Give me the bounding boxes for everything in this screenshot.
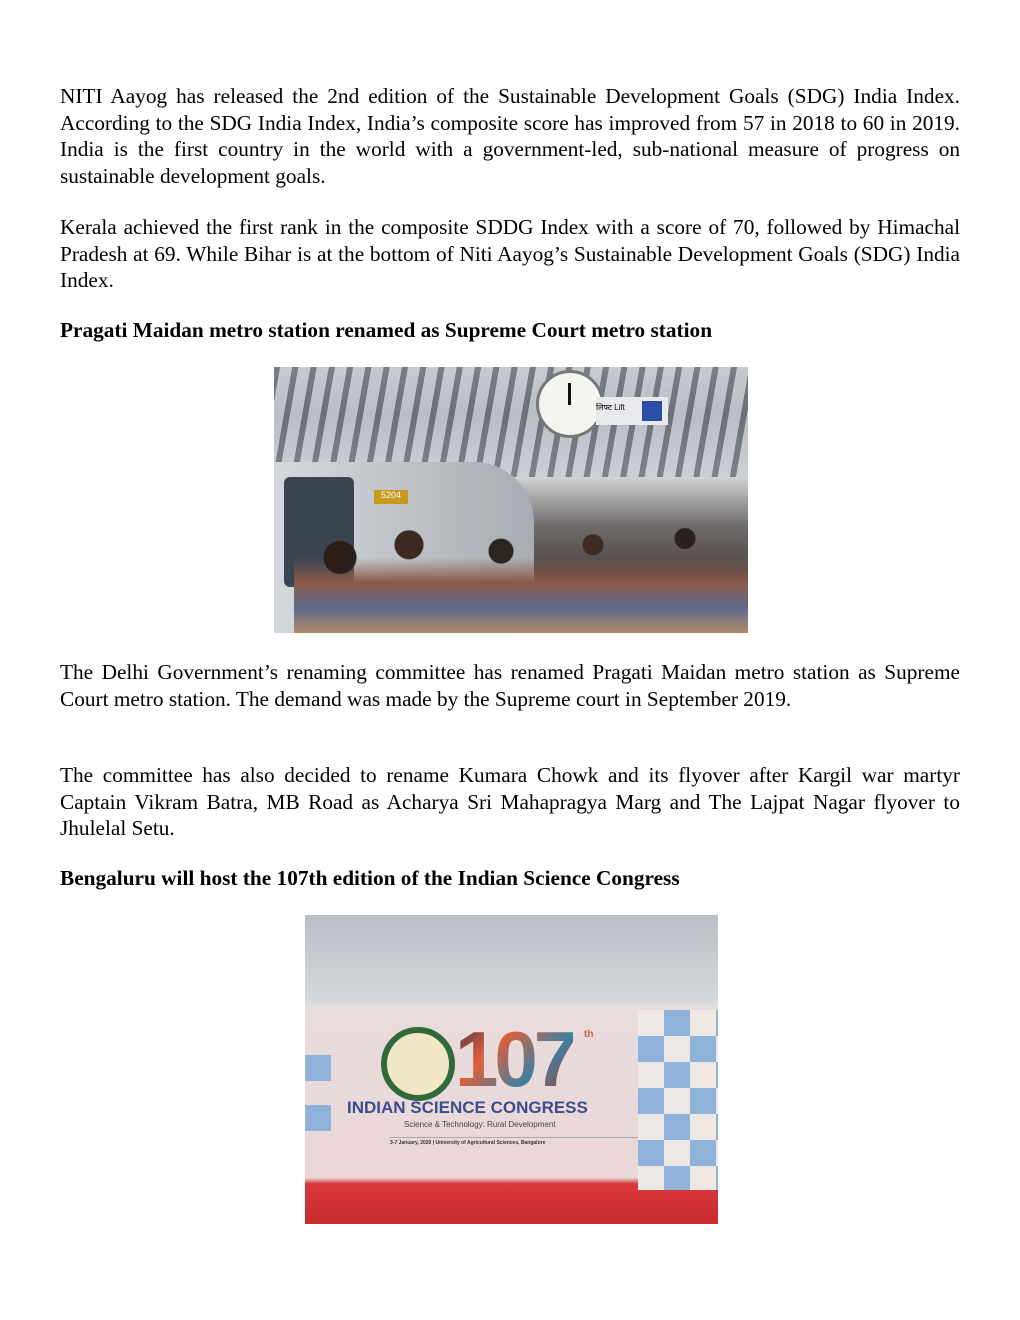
heading-metro-renamed: Pragati Maidan metro station renamed as Supreme Court metro station (60, 318, 713, 342)
heading-science-congress: Bengaluru will host the 107th edition of the Indian Science Congress (60, 866, 680, 890)
banner-title: INDIAN SCIENCE CONGRESS (347, 1098, 588, 1117)
lift-sign (596, 397, 668, 425)
train-number-text: 5204 (380, 490, 402, 500)
science-congress-photo (305, 915, 718, 1224)
lift-sign-text: लिफ्ट Lift (596, 403, 625, 412)
crowd (294, 507, 748, 633)
station-roof (274, 367, 748, 477)
paragraph-kerala-rank: Kerala achieved the first rank in the composite SDDG Index with a score of 70, followed by Himachal Pradesh at 69. While Bihar is at the bottom of Niti Aayog’s Sustainable Development Goals (SDG) India Index. (60, 215, 960, 293)
arrow-icon (642, 401, 662, 421)
paragraph-sdg-index: NITI Aayog has released the 2nd edition of the Sustainable Development Goals (SDG) India Index. According to the SDG India Index, India’s composite score has improved from 57 in 2018 to 60 in 2019. India is the first country in the world with a government-led, sub-national measure of progress on sustainable development goals. (60, 84, 960, 189)
edition-suffix: th (584, 1029, 594, 1040)
train-number (374, 490, 408, 504)
emblem-tiles (638, 1010, 718, 1190)
metro-station-photo (274, 367, 748, 633)
emblem-tile (305, 1105, 331, 1131)
clock-icon (536, 370, 604, 438)
paragraph-committee-renames: The committee has also decided to rename Kumara Chowk and its flyover after Kargil war martyr Captain Vikram Batra, MB Road as Acharya Sri Mahapragya Marg and The Lajpat Nagar flyover to Jhulelal Setu. (60, 763, 960, 841)
emblem-tile (305, 1055, 331, 1081)
paragraph-delhi-renaming: The Delhi Government’s renaming committee has renamed Pragati Maidan metro station as Supreme Court metro station. The demand was made by the Supreme court in September 2019. (60, 660, 960, 711)
congress-logo (381, 1027, 455, 1101)
edition-number: 107 (455, 1015, 574, 1103)
banner-details: 3-7 January, 2020 | University of Agricultural Sciences, Bangalore (390, 1137, 660, 1146)
banner-theme: Science & Technology: Rural Development (404, 1120, 556, 1129)
